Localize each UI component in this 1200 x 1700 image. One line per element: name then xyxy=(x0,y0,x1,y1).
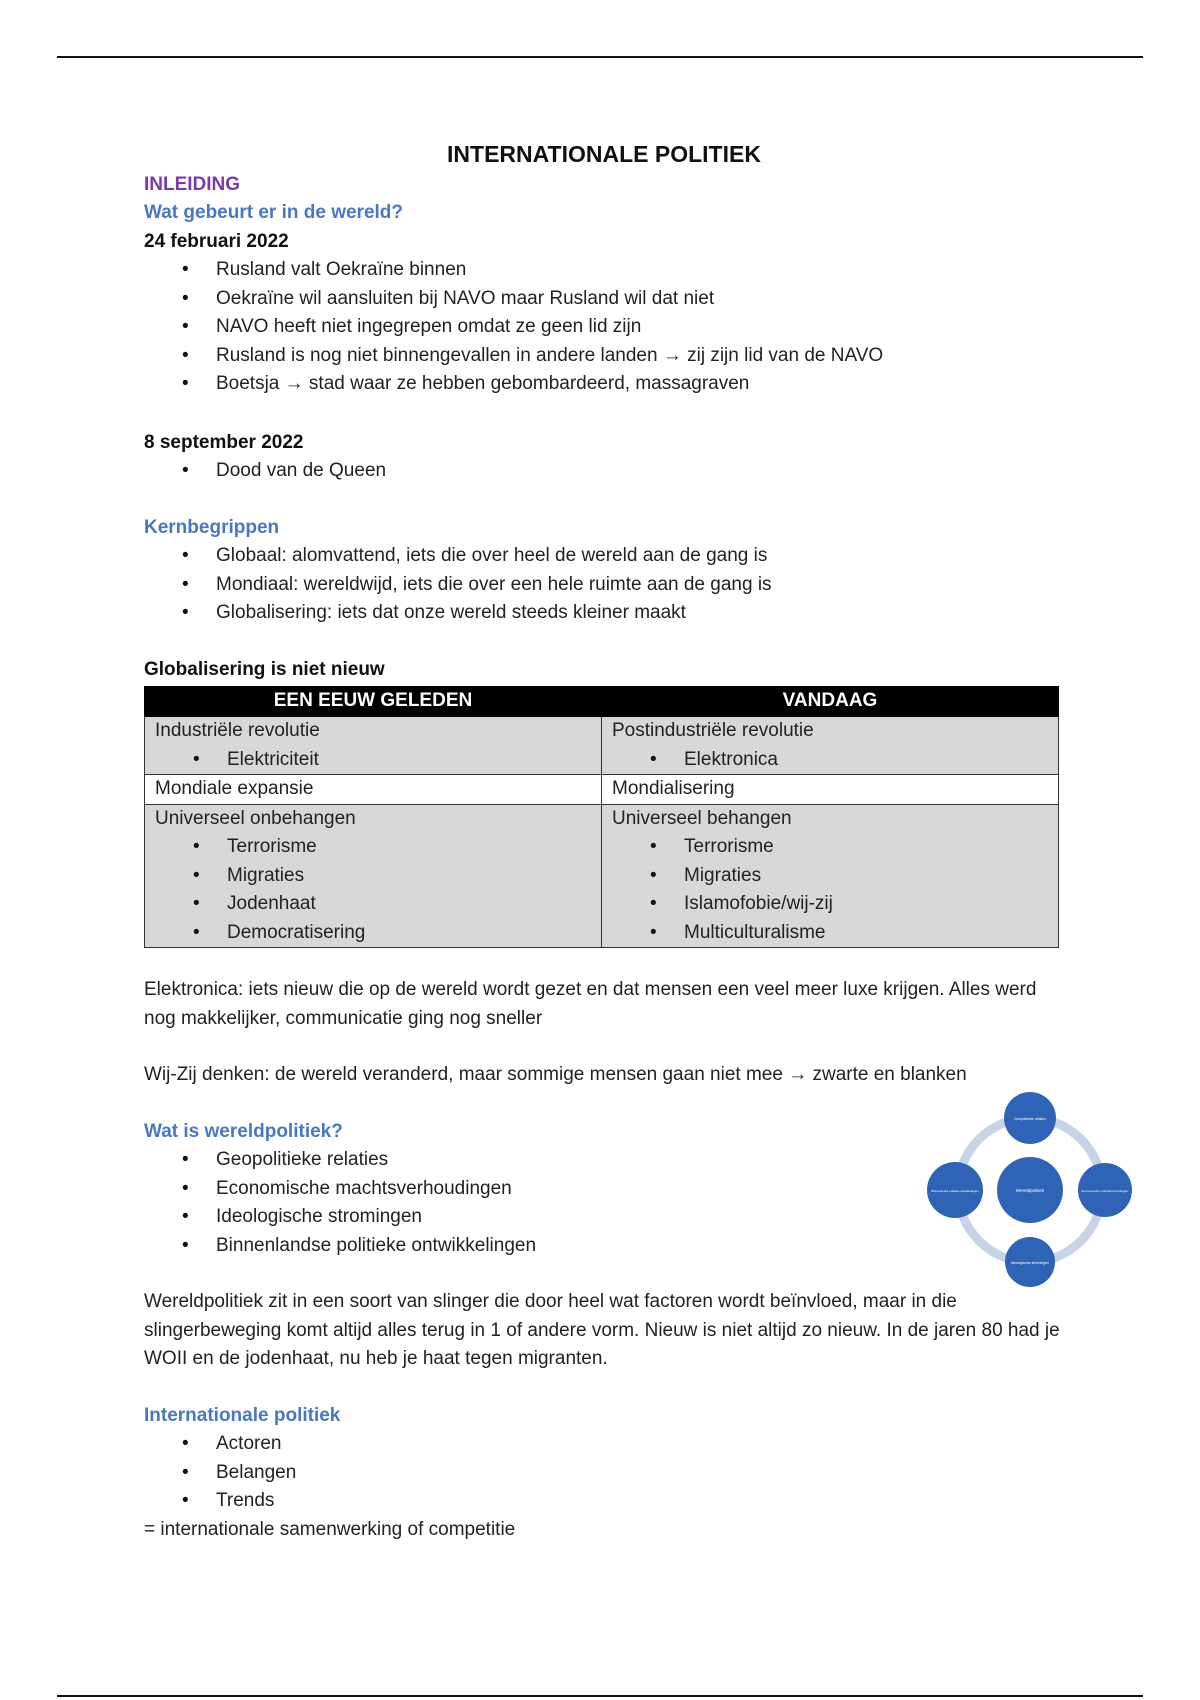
table-cell: Mondiale expansie xyxy=(145,775,602,805)
list-item: • Rusland is nog niet binnengevallen in andere landen → zij zijn lid van de NAVO xyxy=(144,342,1064,371)
heading-wat-gebeurt: Wat gebeurt er in de wereld? xyxy=(144,202,404,223)
date-heading-2: 8 september 2022 xyxy=(144,431,304,453)
list-item: • Mondiaal: wereldwijd, iets die over een hele ruimte aan de gang is xyxy=(144,571,1064,600)
diagram-node-top xyxy=(1004,1092,1056,1144)
kern-list xyxy=(144,542,1064,628)
date-heading-1: 24 februari 2022 xyxy=(144,230,289,252)
table-cell xyxy=(602,717,1059,775)
cell-title: Postindustriële revolutie xyxy=(612,720,814,741)
table-cell xyxy=(145,804,602,948)
list-item: • Terrorisme xyxy=(612,833,1048,862)
table-cell xyxy=(602,804,1059,948)
diagram-node-right xyxy=(1078,1163,1132,1217)
list-item: • Belangen xyxy=(144,1459,1064,1488)
list-item: • Actoren xyxy=(144,1430,1064,1459)
table-row xyxy=(145,804,1059,948)
list-item: • Multiculturalisme xyxy=(612,919,1048,948)
svg-text:Binnenlandse politieke ontwikk: Binnenlandse politieke ontwikkelingen xyxy=(931,1189,979,1193)
list-item: • Boetsja → stad waar ze hebben gebombardeerd, massagraven xyxy=(144,370,1064,399)
paragraph-slinger: Wereldpolitiek zit in een soort van slinger die door heel wat factoren wordt beïnvloed, maar in die slingerbeweging komt altijd alles terug in 1 of andere vorm. Nieuw is niet altijd zo nieuw. In de jaren 80 had je WOII en de jodenhaat, nu heb je haat tegen migranten. xyxy=(144,1291,1060,1369)
heading-internationale-politiek: Internationale politiek xyxy=(144,1404,341,1426)
list-item: • Dood van de Queen xyxy=(144,457,1064,486)
table-header-now: VANDAAG xyxy=(602,687,1059,717)
svg-text:Geopolitieke relaties: Geopolitieke relaties xyxy=(1014,1117,1046,1121)
table-header-then: EEN EEUW GELEDEN xyxy=(145,687,602,717)
page-title: INTERNATIONALE POLITIEK xyxy=(447,141,761,167)
wereldpolitiek-diagram xyxy=(925,1090,1135,1290)
cell-title: Universeel onbehangen xyxy=(155,807,356,829)
paragraph-elektronica: Elektronica: iets nieuw die op de wereld wordt gezet en dat mensen een veel meer luxe krijgen. Alles werd nog makkelijker, communicatie ging nog sneller xyxy=(144,979,1037,1029)
list-item: • Trends xyxy=(144,1487,1064,1516)
list-item: • Democratisering xyxy=(155,919,591,948)
list-item: • Elektriciteit xyxy=(155,746,591,775)
list-item: • Globalisering: iets dat onze wereld steeds kleiner maakt xyxy=(144,599,1064,628)
list-item: • Islamofobie/wij-zij xyxy=(612,890,1048,919)
list-item: • Ideologische stromingen xyxy=(144,1203,1064,1232)
list-item: • Terrorisme xyxy=(155,833,591,862)
cell-title: Universeel behangen xyxy=(612,807,792,829)
comparison-table xyxy=(144,686,1059,948)
list-item: • Binnenlandse politieke ontwikkelingen xyxy=(144,1232,1064,1261)
list-item: • NAVO heeft niet ingegrepen omdat ze geen lid zijn xyxy=(144,313,1064,342)
document-body xyxy=(144,140,1064,1544)
section-heading-inleiding: INLEIDING xyxy=(144,173,241,195)
bottom-rule xyxy=(57,1695,1143,1697)
list-item: • Rusland valt Oekraïne binnen xyxy=(144,256,1064,285)
list-item: • Globaal: alomvattend, iets die over heel de wereld aan de gang is xyxy=(144,542,1064,571)
paragraph-wij-zij: Wij-Zij denken: de wereld veranderd, maar sommige mensen gaan niet mee → zwarte en blanken xyxy=(144,1064,967,1085)
diagram-node-center xyxy=(997,1157,1063,1223)
svg-text:Ideologische stromingen: Ideologische stromingen xyxy=(1011,1261,1049,1265)
table-row xyxy=(145,775,1059,805)
svg-text:Economische machtsverhoudingen: Economische machtsverhoudingen xyxy=(1081,1189,1129,1193)
list-item: • Oekraïne wil aansluiten bij NAVO maar Rusland wil dat niet xyxy=(144,285,1064,314)
date1-list xyxy=(144,256,1064,399)
top-rule xyxy=(57,56,1143,58)
table-cell xyxy=(145,717,602,775)
heading-wereldpolitiek: Wat is wereldpolitiek? xyxy=(144,1120,343,1142)
heading-globalisering: Globalisering is niet nieuw xyxy=(144,658,385,680)
diagram-node-left xyxy=(927,1162,983,1218)
ip-summary: = internationale samenwerking of competitie xyxy=(144,1518,516,1540)
table-row xyxy=(145,717,1059,775)
list-item: • Elektronica xyxy=(612,746,1048,775)
list-item: • Geopolitieke relaties xyxy=(144,1146,1064,1175)
cell-title: Industriële revolutie xyxy=(155,720,320,741)
heading-kernbegrippen: Kernbegrippen xyxy=(144,516,280,538)
diagram-node-bottom xyxy=(1005,1237,1055,1287)
ip-list xyxy=(144,1430,1064,1516)
table-cell: Mondialisering xyxy=(602,775,1059,805)
list-item: • Migraties xyxy=(155,862,591,891)
list-item: • Economische machtsverhoudingen xyxy=(144,1175,1064,1204)
list-item: • Jodenhaat xyxy=(155,890,591,919)
list-item: • Migraties xyxy=(612,862,1048,891)
svg-text:Wereldpolitiek: Wereldpolitiek xyxy=(1015,1188,1045,1193)
date2-list xyxy=(144,457,1064,486)
